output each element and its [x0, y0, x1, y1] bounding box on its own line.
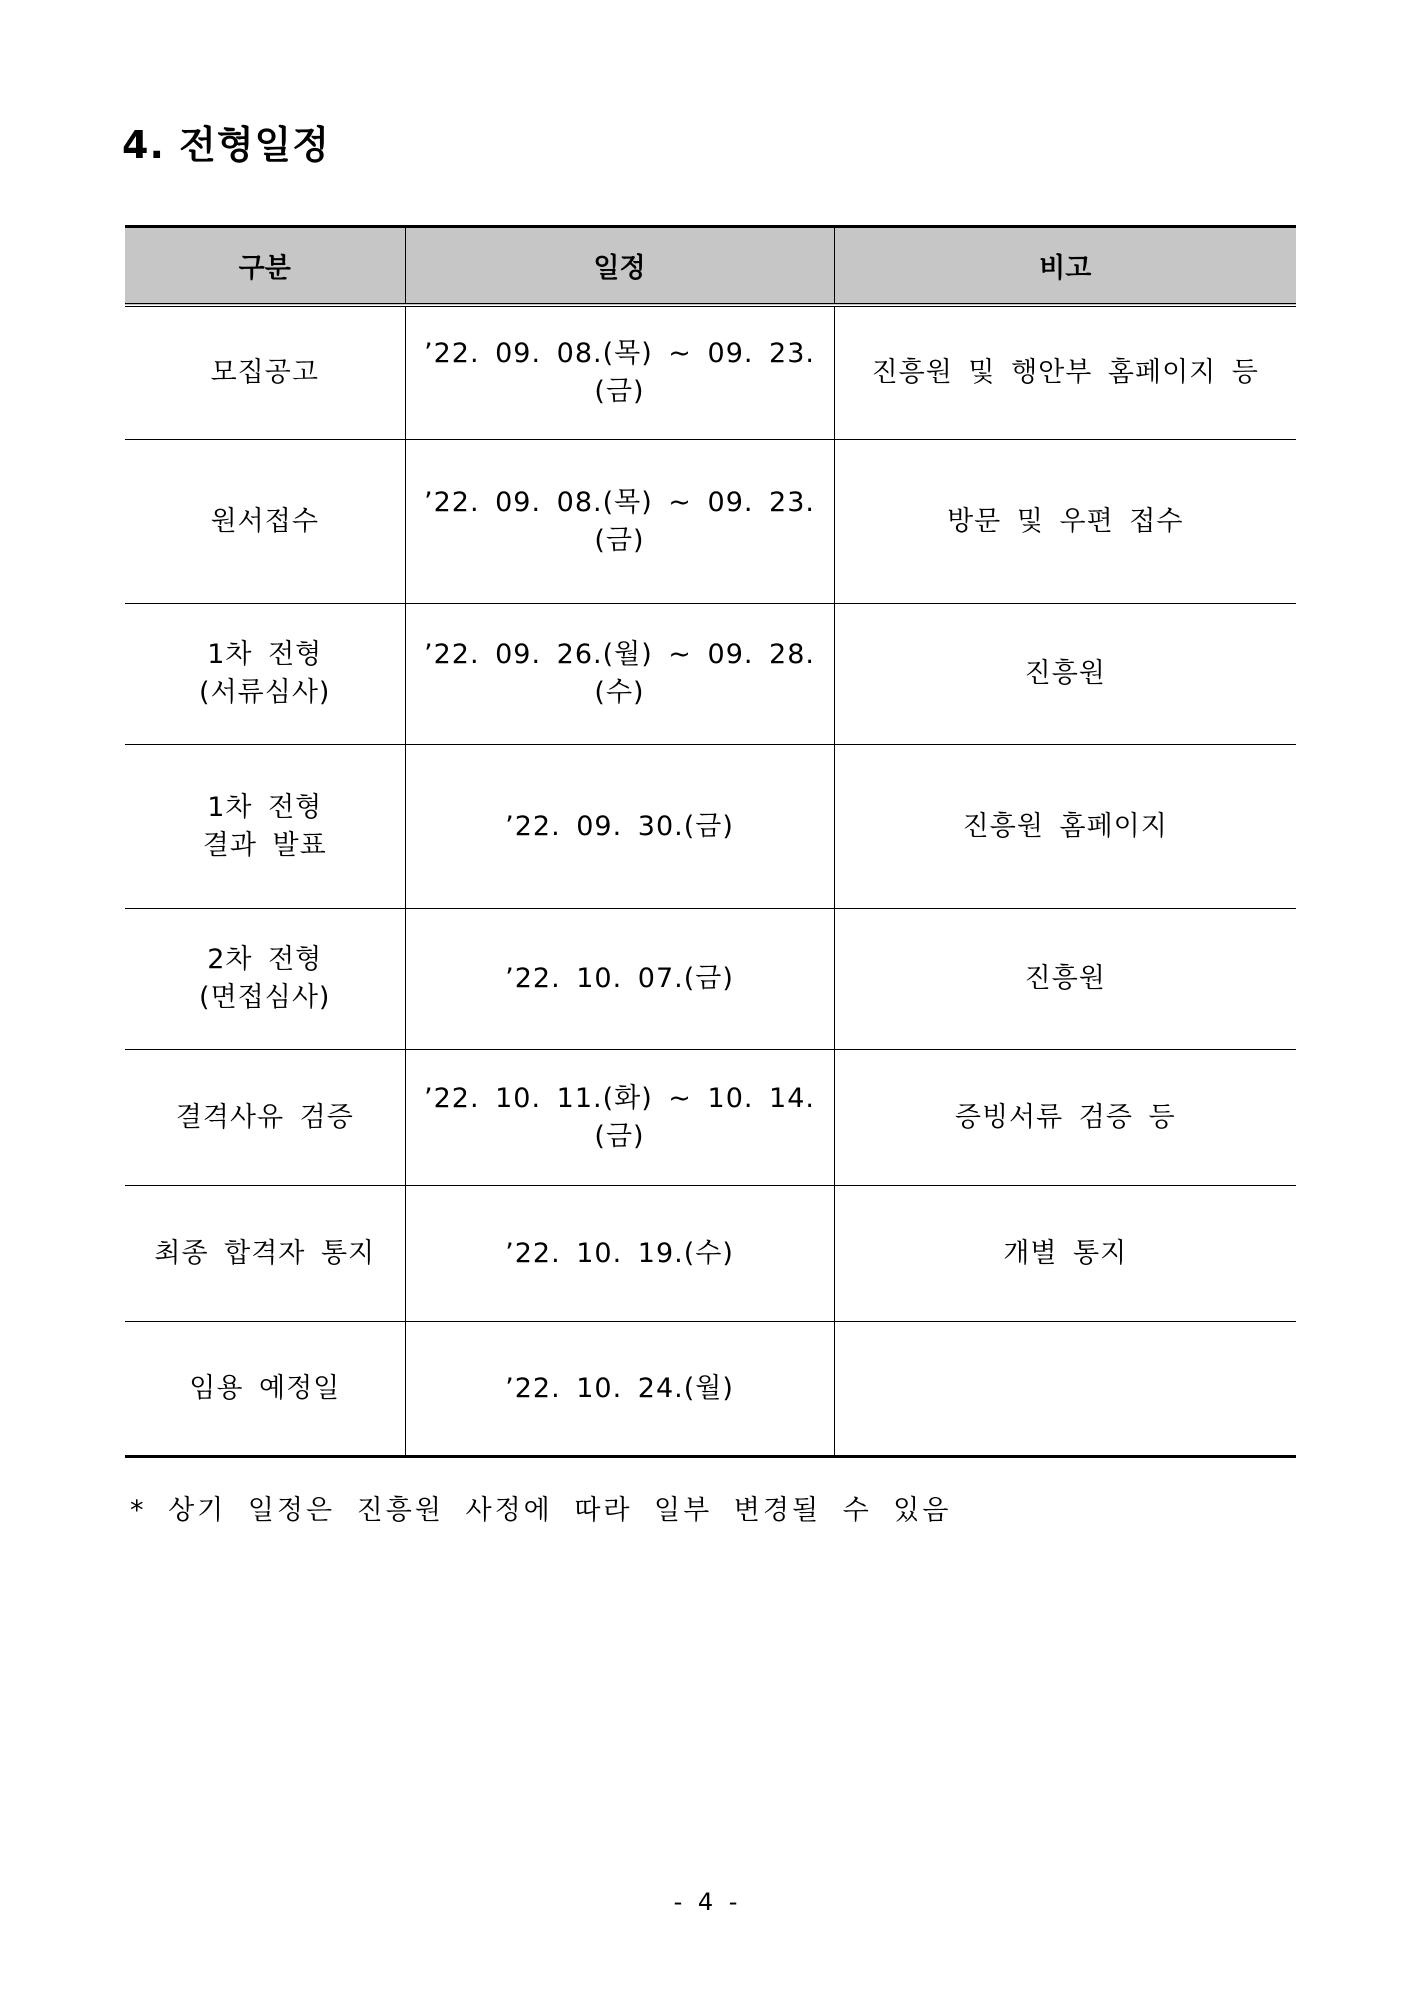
cell-category	[125, 1186, 405, 1322]
cell-category	[125, 1050, 405, 1186]
cell-schedule: ’22. 09. 08.(목) ~ 09. 23.(금)	[405, 440, 834, 604]
cell-schedule: ’22. 09. 08.(목) ~ 09. 23.(금)	[405, 305, 834, 440]
cell-remarks: 진흥원	[834, 909, 1296, 1050]
section-title: 4. 전형일정	[122, 123, 330, 167]
category-text: 1차 전형 결과 발표	[202, 791, 327, 861]
category-text: 2차 전형 (면접심사)	[199, 944, 331, 1013]
cell-remarks	[834, 1322, 1296, 1457]
cell-schedule: ’22. 10. 19.(수)	[405, 1186, 834, 1322]
table-row	[125, 745, 1296, 909]
category-text: 모집공고	[210, 356, 319, 388]
schedule-table	[125, 225, 1296, 1458]
cell-schedule: ’22. 09. 26.(월) ~ 09. 28.(수)	[405, 604, 834, 745]
cell-remarks: 진흥원 홈페이지	[834, 745, 1296, 909]
table-row	[125, 440, 1296, 604]
cell-category	[125, 305, 405, 440]
table-row	[125, 1050, 1296, 1186]
cell-schedule: ’22. 10. 11.(화) ~ 10. 14.(금)	[405, 1050, 834, 1186]
cell-category	[125, 909, 405, 1050]
header-schedule: 일정	[405, 227, 834, 305]
cell-remarks: 진흥원 및 행안부 홈페이지 등	[834, 305, 1296, 440]
cell-category	[125, 440, 405, 604]
category-text: 최종 합격자 통지	[154, 1237, 376, 1269]
page-number: - 4 -	[673, 1888, 742, 1916]
category-text: 임용 예정일	[189, 1372, 341, 1404]
header-category: 구분	[125, 227, 405, 305]
cell-category	[125, 745, 405, 909]
category-text: 1차 전형 (서류심사)	[199, 639, 331, 708]
table-header-row	[125, 227, 1296, 305]
cell-schedule: ’22. 09. 30.(금)	[405, 745, 834, 909]
table-row	[125, 604, 1296, 745]
cell-schedule: ’22. 10. 07.(금)	[405, 909, 834, 1050]
cell-remarks: 방문 및 우편 접수	[834, 440, 1296, 604]
cell-remarks: 증빙서류 검증 등	[834, 1050, 1296, 1186]
cell-remarks: 진흥원	[834, 604, 1296, 745]
header-remarks: 비고	[834, 227, 1296, 305]
cell-category	[125, 604, 405, 745]
table-row	[125, 305, 1296, 440]
table-row	[125, 909, 1296, 1050]
category-text: 결격사유 검증	[175, 1101, 354, 1133]
cell-remarks: 개별 통지	[834, 1186, 1296, 1322]
category-text: 원서접수	[210, 505, 319, 537]
schedule-footnote: * 상기 일정은 진흥원 사정에 따라 일부 변경될 수 있음	[130, 1495, 952, 1526]
table-row	[125, 1186, 1296, 1322]
cell-category	[125, 1322, 405, 1457]
table-row	[125, 1322, 1296, 1457]
cell-schedule: ’22. 10. 24.(월)	[405, 1322, 834, 1457]
